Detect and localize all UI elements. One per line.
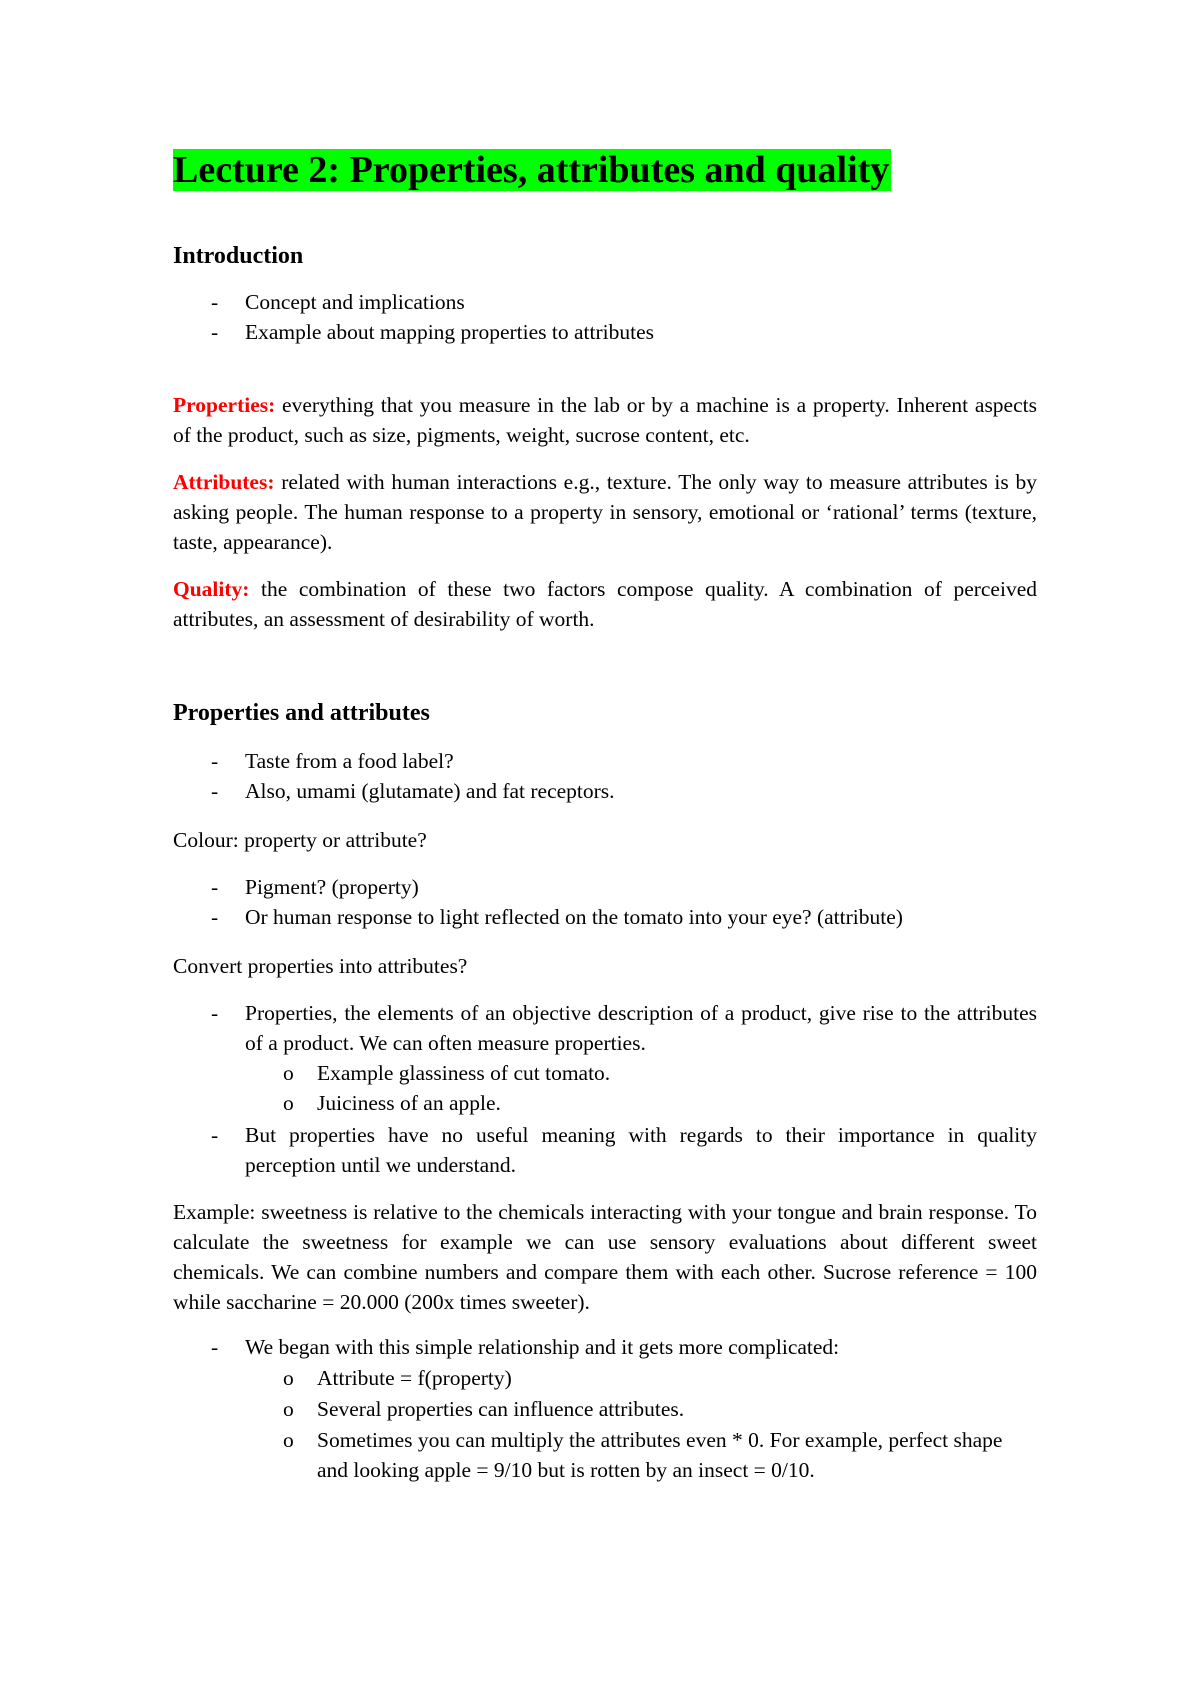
properties-attributes-heading: Properties and attributes (173, 700, 430, 726)
dash-bullet: - (211, 779, 219, 803)
introduction-list (173, 287, 654, 347)
convert-sublist (245, 1058, 1037, 1118)
dash-bullet: - (211, 290, 219, 314)
list-item-text: Concept and implications (245, 290, 465, 314)
dash-bullet: - (211, 749, 219, 773)
example-paragraph: Example: sweetness is relative to the chemicals interacting with your tongue and brain response. To calculate the sweetness for example we can use sensory evaluations about different sweet chemicals. We can combine numbers and compare them with each other. Sucrose reference = 100 while saccharine = 20.000 (200x times sweeter). (173, 1200, 1037, 1314)
attributes-definition (173, 467, 1037, 557)
colour-question: Colour: property or attribute? (173, 828, 427, 852)
sublist-item-text: Juiciness of an apple. (317, 1091, 501, 1115)
list-item (173, 776, 615, 806)
convert-question: Convert properties into attributes? (173, 954, 468, 978)
list-item-text: We began with this simple relationship and it gets more complicated: (245, 1335, 840, 1359)
circle-bullet: o (283, 1428, 294, 1452)
dash-bullet: - (211, 320, 219, 344)
list-item-text: Also, umami (glutamate) and fat receptors. (245, 779, 615, 803)
dash-bullet: - (211, 1123, 219, 1147)
page-title-text: Lecture 2: Properties, attributes and quality (173, 149, 890, 191)
dash-bullet: - (211, 875, 219, 899)
properties-label: Properties: (173, 393, 276, 417)
sublist-item (173, 1088, 1037, 1118)
sublist-item-text: Attribute = f(property) (317, 1366, 512, 1390)
list-item-text: Example about mapping properties to attributes (245, 320, 654, 344)
introduction-heading: Introduction (173, 243, 304, 269)
relationship-list (173, 1332, 1037, 1485)
list-item (173, 1332, 1037, 1485)
sublist-item (173, 1363, 1037, 1393)
list-item-text: Or human response to light reflected on the tomato into your eye? (attribute) (245, 905, 903, 929)
list-item (173, 746, 615, 776)
attributes-label: Attributes: (173, 470, 275, 494)
quality-text: the combination of these two factors compose quality. A combination of perceived attributes, an assessment of desirability of worth. (173, 577, 1037, 631)
properties-text: everything that you measure in the lab or by a machine is a property. Inherent aspects of the product, such as size, pigments, weight, sucrose content, etc. (173, 393, 1037, 447)
sublist-item (173, 1425, 1037, 1485)
circle-bullet: o (283, 1397, 294, 1421)
dash-bullet: - (211, 905, 219, 929)
list-item-text: Taste from a food label? (245, 749, 454, 773)
list-item-text: Properties, the elements of an objective description of a product, give rise to the attributes of a product. We can often measure properties. (245, 1001, 1037, 1055)
dash-bullet: - (211, 1001, 219, 1025)
page-title (173, 147, 891, 193)
circle-bullet: o (283, 1061, 294, 1085)
sublist-item (173, 1394, 1037, 1424)
taste-list (173, 746, 615, 806)
list-item (173, 287, 654, 317)
attributes-text: related with human interactions e.g., texture. The only way to measure attributes is by asking people. The human response to a property in sensory, emotional or ‘rational’ terms (texture, taste, appearance). (173, 470, 1037, 554)
sublist-item (173, 1058, 1037, 1088)
sublist-item-text: Example glassiness of cut tomato. (317, 1061, 611, 1085)
list-item (173, 317, 654, 347)
properties-definition (173, 390, 1037, 450)
relationship-sublist (245, 1363, 1037, 1485)
convert-list (173, 998, 1037, 1180)
list-item (173, 872, 903, 902)
colour-list (173, 872, 903, 932)
list-item-text: But properties have no useful meaning with regards to their importance in quality perception until we understand. (245, 1123, 1037, 1177)
sublist-item-text: Sometimes you can multiply the attributes even * 0. For example, perfect shape and looking apple = 9/10 but is rotten by an insect = 0/10. (317, 1428, 1003, 1482)
circle-bullet: o (283, 1091, 294, 1115)
list-item (173, 998, 1037, 1118)
dash-bullet: - (211, 1335, 219, 1359)
list-item-text: Pigment? (property) (245, 875, 419, 899)
quality-label: Quality: (173, 577, 250, 601)
circle-bullet: o (283, 1366, 294, 1390)
list-item (173, 902, 903, 932)
sublist-item-text: Several properties can influence attributes. (317, 1397, 685, 1421)
quality-definition (173, 574, 1037, 634)
list-item (173, 1120, 1037, 1180)
